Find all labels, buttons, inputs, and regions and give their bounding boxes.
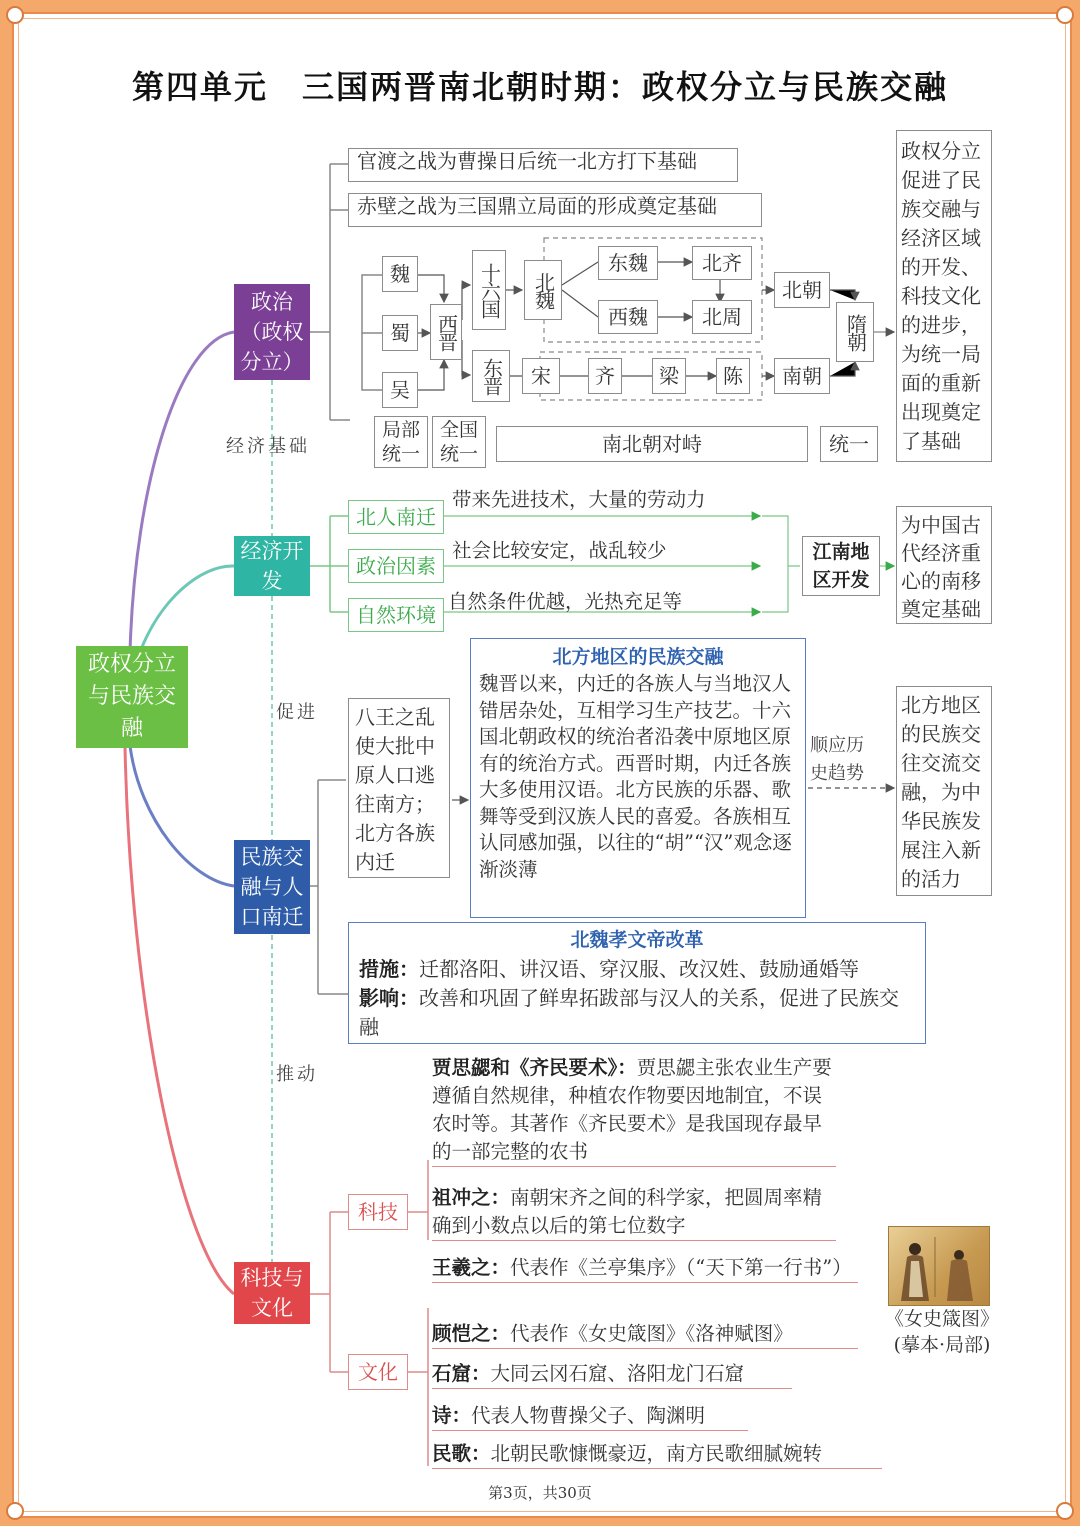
ethnic-result: 北方地区的民族交往交流交融，为中华民族发展注入新的活力 [896, 686, 992, 896]
tech-label: 科技 [348, 1194, 408, 1230]
state-qi: 齐 [588, 358, 622, 394]
label-promote: 促进 [276, 702, 318, 723]
north-fusion-box [470, 638, 806, 918]
page-number: 第3页，共30页 [488, 1484, 592, 1502]
state-chen: 陈 [716, 358, 750, 394]
jia-sixie-item: 贾思勰和《齐民要术》：贾思勰主张农业生产要遵循自然规律，种植农作物要因地制宜，不误农时等。其著作《齐民要术》是我国现存最早的一部完整的农书 [432, 1054, 836, 1167]
gu-kaizhi-item: 顾恺之：代表作《女史箴图》《洛神赋图》 [432, 1320, 858, 1349]
zu-chongzhi-item: 祖冲之：南朝宋齐之间的科学家，把圆周率精确到小数点以后的第七位数字 [432, 1184, 836, 1241]
poetry-item: 诗：代表人物曹操父子、陶渊明 [432, 1402, 748, 1431]
category-tech: 科技与文化 [234, 1262, 310, 1324]
category-economy: 经济开发 [234, 536, 310, 596]
state-xiwei: 西魏 [598, 300, 658, 334]
label-economic-basis: 经济基础 [226, 436, 310, 457]
stage-north-south-confrontation: 南北朝对峙 [496, 426, 808, 462]
economy-summary: 为中国古代经济重心的南移奠定基础 [896, 506, 992, 624]
state-sui: 隋朝 [836, 302, 874, 362]
migration-cause: 八王之乱使大批中原人口逃往南方；北方各族内迁 [348, 698, 450, 878]
politics-summary: 政权分立促进了民族交融与经济区域的开发、科技文化的进步，为统一局面的重新出现奠定了基础 [896, 130, 992, 462]
grottoes-item: 石窟：大同云冈石窟、洛阳龙门石窟 [432, 1360, 792, 1389]
page-title: 第四单元 三国两晋南北朝时期：政权分立与民族交融 [131, 68, 948, 106]
state-sixteen-kingdoms: 十六国 [472, 250, 506, 330]
reform-impact: 改善和巩固了鲜卑拓跋部与汉人的关系，促进了民族交融 [359, 986, 899, 1039]
factor-natural-desc: 自然条件优越，光热充足等 [448, 590, 683, 613]
factor-political-desc: 社会比较安定，战乱较少 [452, 539, 667, 562]
state-dongjin: 东晋 [472, 350, 510, 402]
north-fusion-text: 魏晋以来，内迁的各族人与当地汉人错居杂处，互相学习生产技艺。十六国北朝政权的统治者沿袭中原地区原有的统治方式。西晋时期，内迁各族大多使用汉语。北方民族的乐器、歌舞等受到汉族人民的喜爱。各族相互认同感加强，以往的“胡”“汉”观念逐渐淡薄 [479, 672, 792, 881]
state-beichao: 北朝 [774, 272, 830, 308]
painting-figures-icon [889, 1227, 991, 1307]
nushi-zhen-painting [888, 1226, 990, 1306]
xiaowen-reform-box [348, 922, 926, 1044]
state-beiqi: 北齐 [692, 246, 752, 280]
state-beiwei: 北魏 [524, 260, 562, 320]
factor-north-migration: 北人南迁 [348, 500, 444, 534]
factor-natural: 自然环境 [348, 598, 444, 632]
state-song: 宋 [522, 358, 560, 394]
label-follow-trend: 顺应历史趋势 [810, 735, 864, 784]
guandu-battle: 官渡之战为曹操日后统一北方打下基础 [348, 148, 738, 182]
category-ethnic: 民族交融与人口南迁 [234, 840, 310, 934]
reform-measures: 迁都洛阳、讲汉语、穿汉服、改汉姓、鼓励通婚等 [419, 957, 859, 981]
factor-north-migration-desc: 带来先进技术，大量的劳动力 [452, 488, 706, 511]
factor-political: 政治因素 [348, 549, 444, 583]
north-fusion-title: 北方地区的民族交融 [552, 646, 724, 668]
folk-songs-item: 民歌：北朝民歌慷慨豪迈，南方民歌细腻婉转 [432, 1440, 882, 1469]
category-politics: 政治（政权分立） [234, 284, 310, 380]
measures-label: 措施： [359, 957, 419, 981]
state-beizhou: 北周 [692, 300, 752, 334]
state-xijin: 西晋 [430, 304, 462, 360]
culture-label: 文化 [348, 1354, 408, 1390]
state-wei: 魏 [382, 256, 418, 292]
state-nanchao: 南朝 [774, 358, 830, 394]
state-dongwei: 东魏 [598, 246, 658, 280]
center-node: 政权分立与民族交融 [76, 646, 188, 748]
stage-partial-unity: 局部统一 [374, 416, 428, 468]
painting-caption: 《女史箴图》(摹本·局部) [884, 1308, 999, 1356]
wang-xizhi-item: 王羲之：代表作《兰亭集序》（“天下第一行书”） [432, 1254, 858, 1283]
impact-label: 影响： [359, 986, 419, 1010]
stage-unity: 统一 [820, 426, 878, 462]
state-shu: 蜀 [382, 315, 418, 351]
label-drive: 推动 [276, 1064, 318, 1085]
state-liang: 梁 [652, 358, 686, 394]
reform-title: 北魏孝文帝改革 [570, 929, 704, 951]
state-wu: 吴 [382, 372, 418, 408]
chibi-battle: 赤壁之战为三国鼎立局面的形成奠定基础 [348, 193, 762, 227]
stage-national-unity: 全国统一 [432, 416, 486, 468]
jiangnan-development: 江南地区开发 [802, 536, 880, 596]
